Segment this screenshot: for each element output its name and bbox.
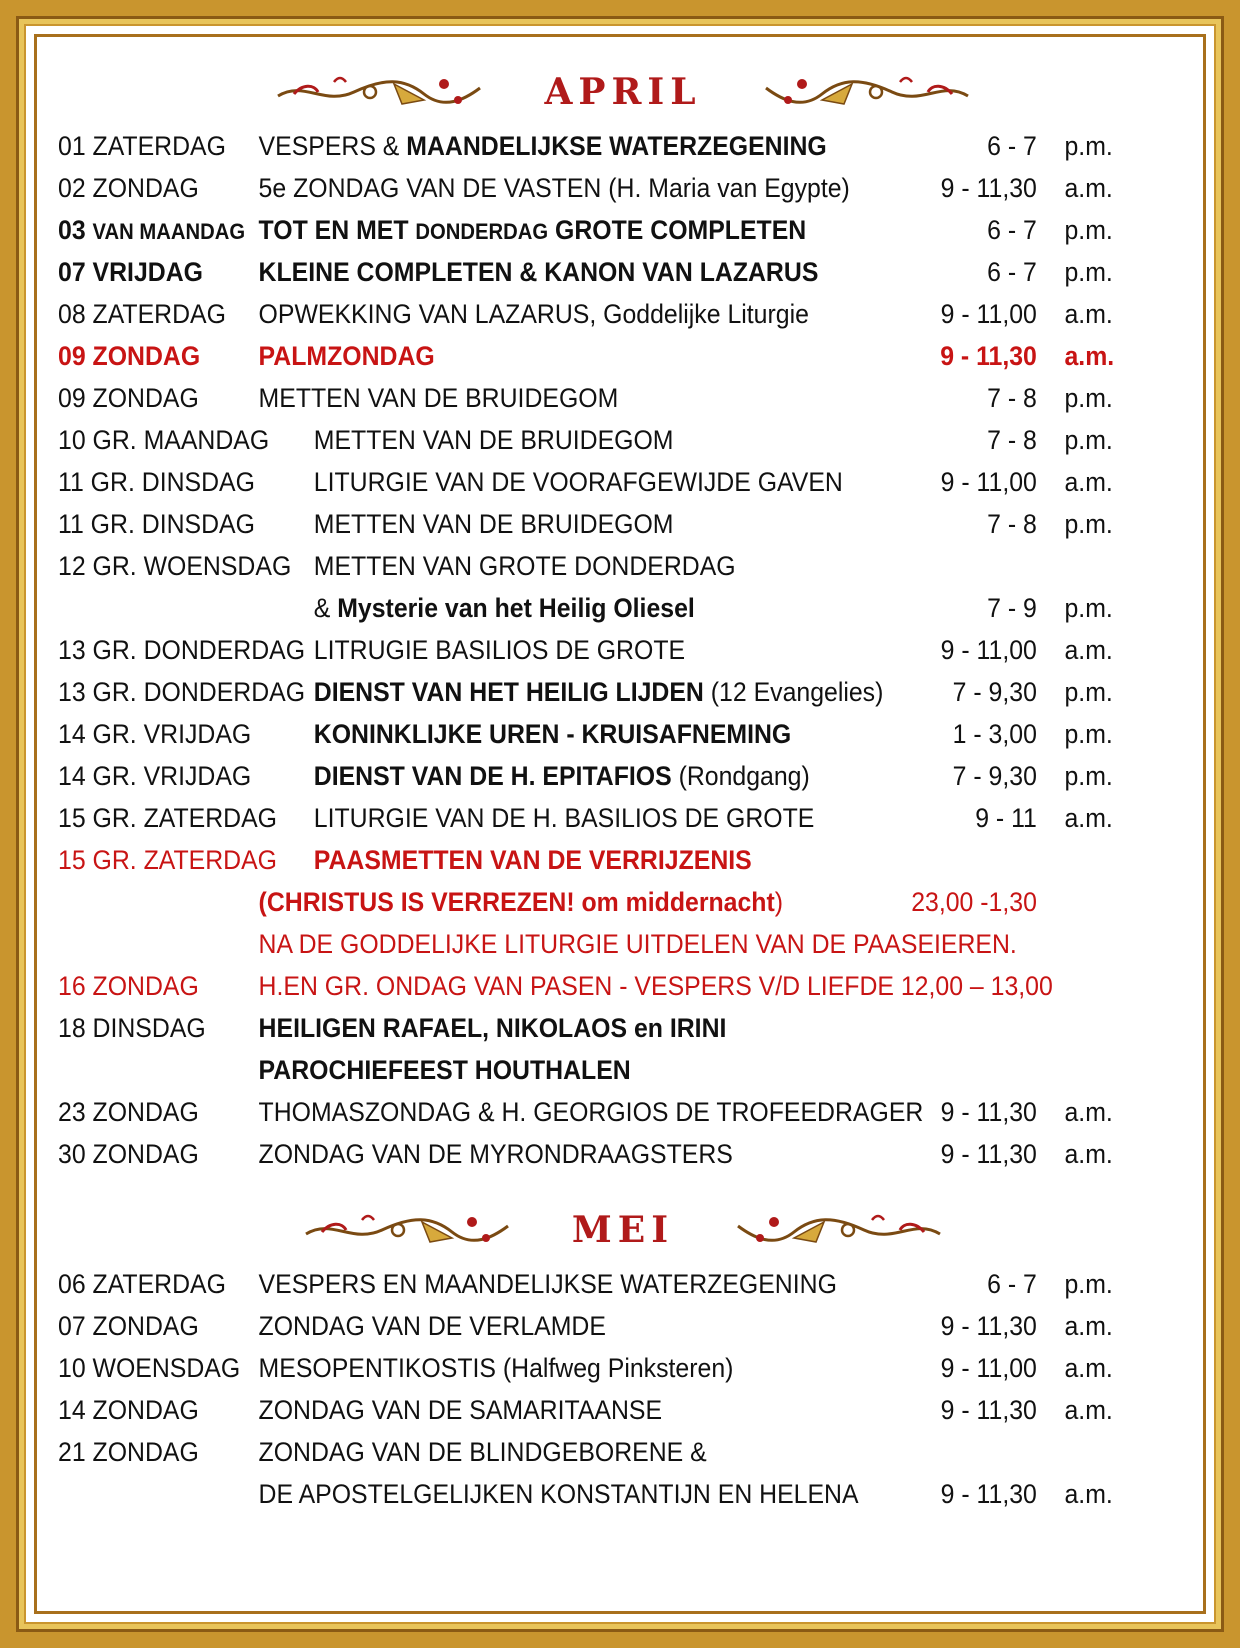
row-description — [259, 383, 619, 414]
row-description — [314, 593, 695, 624]
date-text: 09 ZONDAG — [58, 383, 199, 413]
scroll-flourish-left-icon — [302, 1208, 512, 1252]
row-ampm: a.m. — [1064, 467, 1113, 497]
row-date — [58, 467, 255, 498]
scroll-flourish-left-icon — [274, 70, 484, 114]
row-ampm: p.m. — [1064, 383, 1113, 413]
date-text: 15 GR. ZATERDAG — [58, 803, 278, 833]
desc-desc: METTEN VAN GROTE DONDERDAG — [313, 551, 736, 581]
row-ampm: p.m. — [1064, 257, 1113, 287]
row-description — [259, 215, 807, 246]
row-date — [58, 173, 199, 204]
row-time: 9 - 11,30 — [940, 1097, 1037, 1127]
row-description — [259, 887, 783, 918]
schedule-row — [58, 460, 1113, 502]
date-text: 14 GR. VRIJDAG — [58, 761, 252, 791]
row-ampm: p.m. — [1064, 719, 1113, 749]
desc-desc: ZONDAG VAN DE MYRONDRAAGSTERS — [258, 1139, 733, 1169]
schedule-row — [58, 1132, 1113, 1174]
row-description — [314, 677, 884, 708]
row-ampm: a.m. — [1064, 1311, 1113, 1341]
schedule-row — [58, 208, 1113, 250]
schedule-row — [58, 250, 1113, 292]
row-date — [58, 1139, 199, 1170]
schedule-row — [58, 124, 1113, 166]
row-date — [58, 383, 199, 414]
desc-desc-after: (12 Evangelies) — [703, 677, 884, 707]
schedule-row — [58, 754, 1113, 796]
row-time: 6 - 7 — [987, 1269, 1037, 1299]
schedule-row — [58, 1388, 1113, 1430]
row-date — [58, 1097, 199, 1128]
schedule-row — [58, 418, 1113, 460]
row-description — [259, 971, 1053, 1002]
date-text: 01 ZATERDAG — [58, 131, 226, 161]
desc-desc: ZONDAG VAN DE SAMARITAANSE — [258, 1395, 663, 1425]
row-ampm: a.m. — [1064, 803, 1113, 833]
date-text: 16 ZONDAG — [58, 971, 199, 1001]
desc-desc: METTEN VAN DE BRUIDEGOM — [313, 425, 674, 455]
row-date — [58, 1353, 240, 1384]
desc-desc: ZONDAG VAN DE VERLAMDE — [258, 1311, 606, 1341]
row-time: 7 - 9 — [987, 593, 1037, 623]
row-time: 6 - 7 — [987, 257, 1037, 287]
row-description — [314, 761, 810, 792]
date-text: 12 GR. WOENSDAG — [58, 551, 292, 581]
row-date — [58, 341, 200, 372]
date-text: 18 DINSDAG — [58, 1013, 206, 1043]
date-text: 30 ZONDAG — [58, 1139, 199, 1169]
row-time: 7 - 9,30 — [952, 761, 1037, 791]
row-time: 6 - 7 — [987, 215, 1037, 245]
schedule-row — [58, 796, 1113, 838]
row-description — [259, 1479, 859, 1510]
section-heading — [58, 1198, 1188, 1262]
section-title: APRIL — [544, 71, 702, 113]
section-title: MEI — [571, 1209, 675, 1251]
desc-desc: METTEN VAN DE BRUIDEGOM — [313, 509, 674, 539]
row-date — [58, 1311, 199, 1342]
date-text: 02 ZONDAG — [58, 173, 199, 203]
row-description — [259, 1139, 733, 1170]
row-time: 23,00 -1,30 — [911, 887, 1037, 917]
row-time: 1 - 3,00 — [952, 719, 1037, 749]
row-description — [314, 635, 685, 666]
row-time: 9 - 11,00 — [940, 299, 1037, 329]
schedule-row — [58, 628, 1113, 670]
row-ampm: a.m. — [1064, 1353, 1113, 1383]
row-description — [259, 1097, 924, 1128]
row-time: 7 - 9,30 — [952, 677, 1037, 707]
schedule-row — [58, 502, 1113, 544]
row-ampm: a.m. — [1064, 173, 1113, 203]
row-time: 9 - 11,00 — [940, 635, 1037, 665]
row-date — [58, 677, 305, 708]
schedule-row — [58, 922, 1098, 964]
scroll-flourish-right-icon — [762, 70, 972, 114]
date-text: 13 GR. DONDERDAG — [58, 677, 306, 707]
row-description — [259, 1353, 734, 1384]
row-ampm: p.m. — [1064, 677, 1113, 707]
row-description — [314, 803, 815, 834]
row-time: 9 - 11,30 — [940, 341, 1037, 371]
desc-desc-b: HEILIGEN RAFAEL, NIKOLAOS en IRINI — [258, 1013, 727, 1043]
date-text: 21 ZONDAG — [58, 1437, 199, 1467]
row-date — [58, 803, 277, 834]
desc-desc-after: ) — [774, 887, 784, 917]
row-ampm: a.m. — [1064, 1097, 1113, 1127]
row-description — [259, 341, 435, 372]
desc-desc: LITURGIE VAN DE VOORAFGEWIJDE GAVEN — [313, 467, 843, 497]
date-text: 11 GR. DINSDAG — [58, 509, 255, 539]
schedule-row — [58, 1006, 1098, 1048]
desc-desc: LITRUGIE BASILIOS DE GROTE — [313, 635, 686, 665]
desc-desc: METTEN VAN DE BRUIDEGOM — [258, 383, 619, 413]
schedule-row — [58, 1472, 1113, 1514]
schedule-row — [58, 1346, 1113, 1388]
schedule-row — [58, 376, 1113, 418]
date-text: 14 GR. VRIJDAG — [58, 719, 252, 749]
desc-desc-b: DIENST VAN HET HEILIG LIJDEN — [313, 677, 704, 707]
row-ampm: p.m. — [1064, 509, 1113, 539]
desc-desc: OPWEKKING VAN LAZARUS, Goddelijke Liturgie — [258, 299, 809, 329]
date-bold: 07 VRIJDAG — [58, 257, 203, 287]
row-description — [259, 929, 1017, 960]
schedule-row — [58, 670, 1113, 712]
row-ampm: p.m. — [1064, 593, 1113, 623]
row-description — [259, 257, 819, 288]
row-date — [58, 299, 226, 330]
row-time: 9 - 11,30 — [940, 1479, 1037, 1509]
row-date — [58, 257, 203, 288]
row-description — [259, 1269, 837, 1300]
row-date — [58, 1437, 199, 1468]
date-bold: 09 ZONDAG — [58, 341, 201, 371]
row-ampm: p.m. — [1064, 761, 1113, 791]
row-description — [314, 719, 791, 750]
row-description — [259, 1013, 727, 1044]
row-ampm: a.m. — [1064, 1139, 1113, 1169]
desc-desc-b: PALMZONDAG — [258, 341, 435, 371]
row-description — [259, 299, 809, 330]
schedule-row — [58, 1048, 1098, 1090]
row-date — [58, 509, 255, 540]
row-ampm: p.m. — [1064, 131, 1113, 161]
desc-desc: LITURGIE VAN DE H. BASILIOS DE GROTE — [313, 803, 815, 833]
row-description — [259, 1055, 631, 1086]
desc-desc: THOMASZONDAG & H. GEORGIOS DE TROFEEDRAGER — [258, 1097, 924, 1127]
desc-desc-b: KONINKLIJKE UREN - KRUISAFNEMING — [313, 719, 792, 749]
scroll-flourish-right-icon — [734, 1208, 944, 1252]
desc-desc: NA DE GODDELIJKE LITURGIE UITDELEN VAN DE PAASEIEREN. — [258, 929, 1017, 959]
row-date — [58, 215, 245, 246]
row-description — [259, 1437, 707, 1468]
date-text: 07 ZONDAG — [58, 1311, 199, 1341]
desc-desc-b: DIENST VAN DE H. EPITAFIOS — [313, 761, 672, 791]
section-heading — [58, 60, 1188, 124]
row-time: 6 - 7 — [987, 131, 1037, 161]
row-date — [58, 1013, 206, 1044]
schedule-row — [58, 712, 1113, 754]
row-time: 9 - 11,30 — [940, 1139, 1037, 1169]
schedule-row — [58, 1090, 1113, 1132]
row-ampm: p.m. — [1064, 1269, 1113, 1299]
schedule-row — [58, 544, 1098, 586]
row-ampm: a.m. — [1064, 635, 1113, 665]
row-ampm: a.m. — [1064, 299, 1113, 329]
date-text: 10 GR. MAANDAG — [58, 425, 270, 455]
date-text: 15 GR. ZATERDAG — [58, 845, 278, 875]
desc-desc-b: TOT EN MET — [258, 215, 416, 245]
schedule-row — [58, 1304, 1113, 1346]
schedule-row — [58, 880, 1098, 922]
schedule-row — [58, 292, 1113, 334]
desc-desc-b2: GROTE COMPLETEN — [548, 215, 807, 245]
row-date — [58, 845, 277, 876]
row-ampm: a.m. — [1064, 1479, 1113, 1509]
desc-desc: ZONDAG VAN DE BLINDGEBORENE & — [258, 1437, 707, 1467]
row-date — [58, 131, 226, 162]
row-date — [58, 971, 199, 1002]
row-time: 7 - 8 — [987, 383, 1037, 413]
row-date — [58, 425, 269, 456]
date-small: VAN MAANDAG — [92, 219, 246, 244]
schedule-row — [58, 1430, 1098, 1472]
desc-desc: & — [313, 593, 338, 623]
row-time: 9 - 11 — [975, 803, 1037, 833]
row-time: 9 - 11,00 — [940, 467, 1037, 497]
row-description — [314, 551, 736, 582]
desc-desc: 5e ZONDAG VAN DE VASTEN (H. Maria van Egypte) — [258, 173, 850, 203]
row-time: 9 - 11,30 — [940, 1311, 1037, 1341]
desc-desc-b: PAROCHIEFEEST HOUTHALEN — [258, 1055, 631, 1085]
desc-desc-b: PAASMETTEN VAN DE VERRIJZENIS — [313, 845, 752, 875]
date-text: 11 GR. DINSDAG — [58, 467, 255, 497]
row-date — [58, 551, 291, 582]
date-text: 08 ZATERDAG — [58, 299, 226, 329]
date-text: 13 GR. DONDERDAG — [58, 635, 306, 665]
row-ampm: a.m. — [1064, 341, 1115, 371]
row-time: 9 - 11,30 — [940, 173, 1037, 203]
row-description — [259, 1311, 606, 1342]
schedule-row — [58, 964, 1098, 1006]
desc-desc: H.EN GR. ONDAG VAN PASEN - VESPERS V/D LIEFDE 12,00 – 13,00 — [258, 971, 1053, 1001]
row-ampm: a.m. — [1064, 1395, 1113, 1425]
row-date — [58, 761, 251, 792]
desc-desc: VESPERS & — [258, 131, 407, 161]
desc-desc-sm: DONDERDAG — [415, 219, 549, 244]
row-description — [314, 467, 843, 498]
row-date — [58, 719, 251, 750]
date-text: 06 ZATERDAG — [58, 1269, 226, 1299]
schedule-row — [58, 334, 1115, 376]
row-ampm: p.m. — [1064, 425, 1113, 455]
schedule-row — [58, 586, 1113, 628]
schedule-row — [58, 1262, 1113, 1304]
date-bold: 03 — [58, 215, 93, 245]
date-text: 23 ZONDAG — [58, 1097, 199, 1127]
desc-desc-b: Mysterie van het Heilig Oliesel — [337, 593, 695, 623]
row-description — [259, 173, 850, 204]
desc-desc-b: MAANDELIJKSE WATERZEGENING — [406, 131, 827, 161]
desc-desc: DE APOSTELGELIJKEN KONSTANTIJN EN HELENA — [258, 1479, 859, 1509]
row-description — [314, 845, 752, 876]
row-time: 9 - 11,00 — [940, 1353, 1037, 1383]
desc-desc: MESOPENTIKOSTIS (Halfweg Pinksteren) — [258, 1353, 734, 1383]
desc-desc-b: (CHRISTUS IS VERREZEN! om middernacht — [258, 887, 775, 917]
row-date — [58, 1269, 226, 1300]
schedule — [58, 60, 1188, 1514]
row-ampm: p.m. — [1064, 215, 1113, 245]
date-text: 14 ZONDAG — [58, 1395, 199, 1425]
desc-desc: VESPERS EN MAANDELIJKSE WATERZEGENING — [258, 1269, 837, 1299]
row-description — [259, 131, 827, 162]
desc-desc-after: (Rondgang) — [671, 761, 810, 791]
row-time: 7 - 8 — [987, 509, 1037, 539]
schedule-row — [58, 838, 1098, 880]
row-date — [58, 1395, 199, 1426]
row-time: 9 - 11,30 — [940, 1395, 1037, 1425]
desc-desc-b: KLEINE COMPLETEN & KANON VAN LAZARUS — [258, 257, 819, 287]
section-gap — [58, 1174, 1188, 1198]
row-description — [259, 1395, 662, 1426]
row-date — [58, 635, 305, 666]
row-description — [314, 509, 674, 540]
schedule-row — [58, 166, 1113, 208]
date-text: 10 WOENSDAG — [58, 1353, 241, 1383]
row-description — [314, 425, 674, 456]
row-time: 7 - 8 — [987, 425, 1037, 455]
